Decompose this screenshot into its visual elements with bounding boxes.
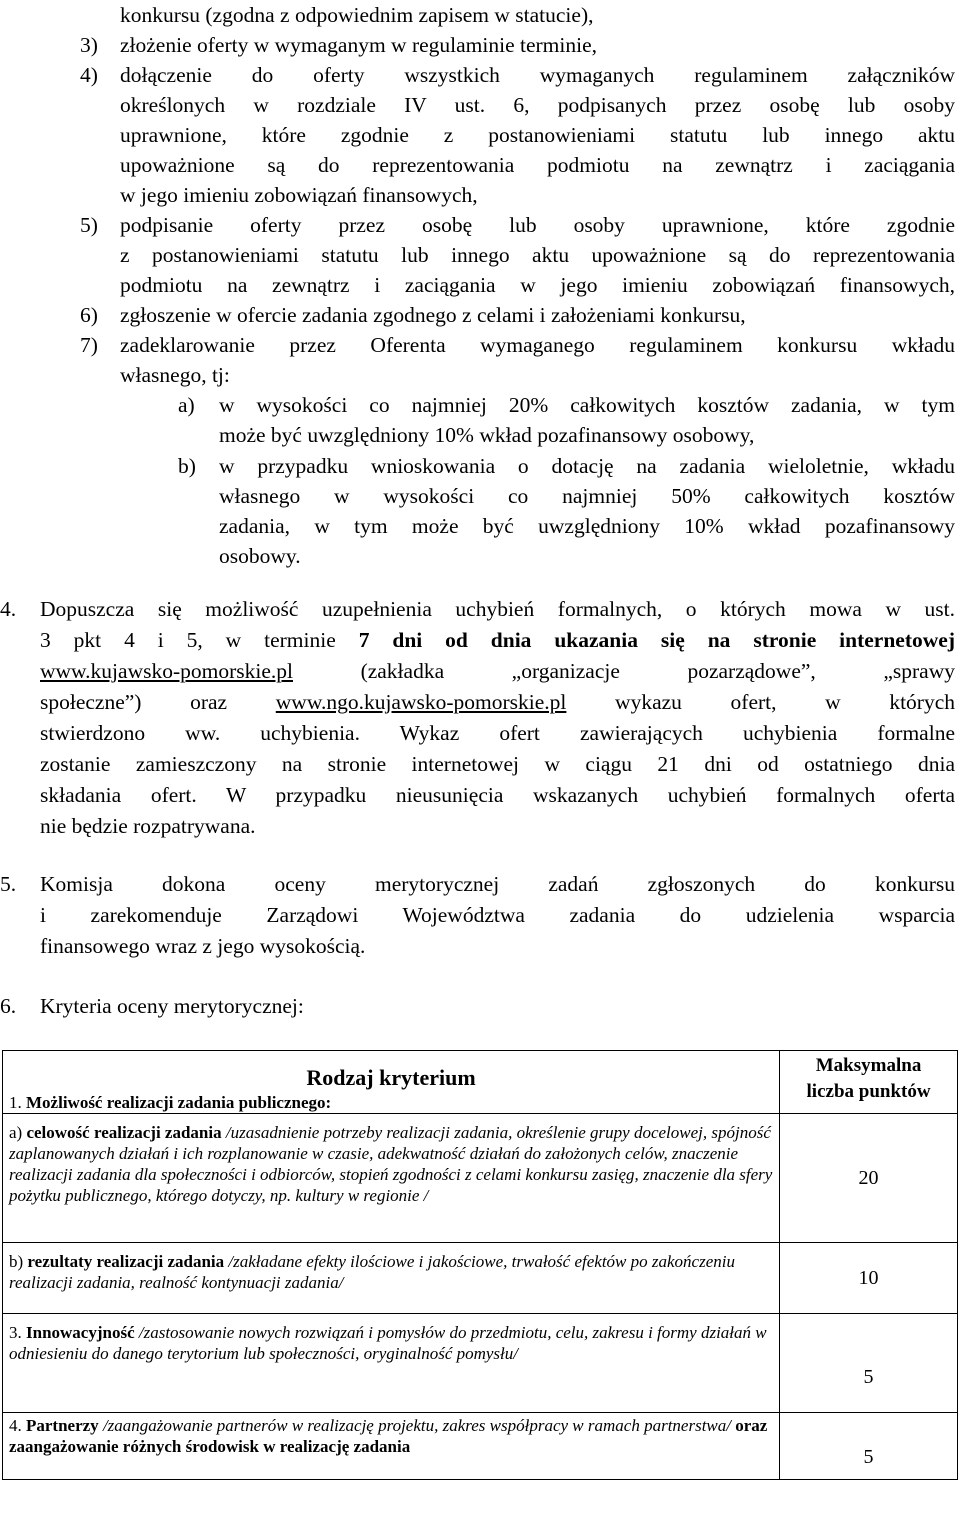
section-6-number: 6. (0, 994, 17, 1018)
list-item-7-line: własnego, tj: (120, 363, 230, 387)
list-item-6 (80, 300, 746, 330)
table-row (3, 1114, 958, 1243)
criterion-number: 3. (9, 1323, 26, 1342)
criterion-name: rezultaty realizacji zadania (27, 1252, 225, 1271)
section-4-line: zostanie zamieszczony na stronie internetowej w ciągu 21 dni od ostatniego dnia (40, 752, 955, 776)
list-item-text: złożenie oferty w wymaganym w regulaminie terminie, (120, 33, 598, 57)
list-item-5 (80, 210, 120, 240)
section-4-line: stwierdzono ww. uchybienia. Wykaz ofert zawierających uchybienia formalne (40, 721, 955, 745)
list-item-5-line: podmiotu na zewnątrz i zaciągania w jego imieniu zobowiązań finansowych, (120, 273, 955, 297)
criterion-description: /zaangażowanie partnerów w realizację projektu, zakres współpracy w ramach partnerstwa/ (98, 1416, 731, 1435)
criterion-cell (3, 1114, 780, 1243)
header-criterion-title: Rodzaj kryterium (306, 1065, 476, 1090)
list-item-5-line: podpisanie oferty przez osobę lub osoby uprawnione, które zgodnie (120, 213, 955, 237)
list-number: 6) (80, 303, 98, 327)
header-criterion-cell (3, 1051, 780, 1114)
header-max-cell (780, 1051, 958, 1114)
criterion-description: /zastosowanie nowych rozwiązań i pomysłów do przedmiotu, celu, zakresu i formy działań w odniesieniu do danego terytorium lub społeczności, oryginalność pomysłu/ (9, 1323, 767, 1363)
sublist-item-b-line: zadania, w tym może być uwzględniony 10% wkład pozafinansowy (219, 514, 955, 538)
section-4-line (40, 625, 955, 655)
list-number: 3) (80, 33, 98, 57)
list-item-4-line: określonych w rozdziale IV ust. 6, podpisanych przez osobę lub osoby (120, 93, 955, 117)
section-6-heading: Kryteria oceny merytorycznej: (40, 994, 304, 1018)
list-number: 4) (80, 63, 98, 87)
criterion-name: Możliwość realizacji zadania publicznego: (26, 1093, 332, 1112)
ngo-website-link[interactable]: www.ngo.kujawsko-pomorskie.pl (275, 690, 567, 714)
section-4-line (40, 656, 955, 686)
sublist-item-b-line: w przypadku wnioskowania o dotację na zadania wieloletnie, wkładu (219, 454, 955, 478)
points-cell: 5 (780, 1413, 958, 1480)
list-number: 5) (80, 213, 98, 237)
sublist-marker-b: b) (178, 454, 196, 478)
section-4-line: składania ofert. W przypadku nieusunięcia wskazanych uchybień formalnych oferta (40, 783, 955, 807)
table-row (3, 1413, 958, 1480)
sublist-marker-a: a) (178, 393, 195, 417)
criterion-number: 4. (9, 1416, 26, 1435)
criterion-cell (3, 1413, 780, 1480)
criteria-table (2, 1050, 958, 1480)
website-link[interactable]: www.kujawsko-pomorskie.pl (40, 659, 293, 683)
sublist-item-b-line: własnego w wysokości co najmniej 50% całkowitych kosztów (219, 484, 955, 508)
criterion-description: /uzasadnienie potrzeby realizacji zadania, określenie grupy docelowej, spójność zaplanowanych działań i ich rozplanowanie w czasie, adekwatność działań do założonych celów, znaczenie realizacji zadania dla społeczności i odbiorców, stopień zgodności z celami konkursu zasięg, znaczenie dla sfery pożytku publicznego, którego dotyczy, np. kultury w regionie / (9, 1123, 773, 1205)
criterion-cell (3, 1314, 780, 1413)
list-item-7 (80, 330, 120, 360)
section-4-text: (zakładka „organizacje pozarządowe”, „sprawy (293, 659, 955, 683)
list-item-5-line: z postanowieniami statutu lub innego aktu upoważnione są do reprezentowania (120, 243, 955, 267)
criterion-name: Innowacyjność (26, 1323, 135, 1342)
criterion-name: celowość realizacji zadania (26, 1123, 222, 1142)
criterion-prefix: a) (9, 1123, 27, 1142)
criterion-description: /zakładane efekty ilościowe i jakościowe, trwałość efektów po zakończeniu realizacji zadania, realność kontynuacji zadania/ (9, 1252, 735, 1292)
section-5-line: Komisja dokona oceny merytorycznej zadań zgłoszonych do konkursu (40, 872, 955, 896)
list-number: 7) (80, 333, 98, 357)
section-4-text: wykazu ofert, w których (566, 690, 955, 714)
list-item-4-line: dołączenie do oferty wszystkich wymaganych regulaminem załączników (120, 63, 955, 87)
section-4-text: 3 pkt 4 i 5, w terminie (40, 628, 359, 652)
list-item-4-line: uprawnione, które zgodnie z postanowieniami statutu lub innego aktu (120, 123, 955, 147)
points-cell: 20 (780, 1114, 958, 1243)
list-item-3 (80, 30, 597, 60)
criterion-number: 1. (9, 1093, 26, 1112)
sublist-item-a-line: w wysokości co najmniej 20% całkowitych kosztów zadania, w tym (219, 393, 955, 417)
list-item-7-line: zadeklarowanie przez Oferenta wymaganego regulaminem konkursu wkładu (120, 333, 955, 357)
points-cell: 5 (780, 1314, 958, 1413)
table-row (3, 1314, 958, 1413)
section-4-text: społeczne”) oraz (40, 690, 276, 714)
criterion-cell (3, 1243, 780, 1314)
sublist-item-a-line: może być uwzględniony 10% wkład pozafinansowy osobowy, (219, 423, 755, 447)
criterion-prefix: b) (9, 1252, 28, 1271)
section-5-number: 5. (0, 872, 17, 896)
section-4-line (40, 687, 955, 717)
section-4-line: Dopuszcza się możliwość uzupełnienia uchybień formalnych, o których mowa w ust. (40, 597, 955, 621)
criterion-name: Partnerzy (26, 1416, 99, 1435)
sublist-item-b-line: osobowy. (219, 544, 301, 568)
list-item-text: zgłoszenie w ofercie zadania zgodnego z celami i założeniami konkursu, (120, 303, 746, 327)
table-row (3, 1243, 958, 1314)
section-4-line: nie będzie rozpatrywana. (40, 814, 256, 838)
list-item-4-line: upoważnione są do reprezentowania podmiotu na zewnątrz i zaciągania (120, 153, 955, 177)
list-item-4 (80, 60, 120, 90)
list-item-4-line: w jego imieniu zobowiązań finansowych, (120, 183, 478, 207)
section-4-number: 4. (0, 597, 17, 621)
table-header-row (3, 1051, 958, 1114)
header-max-line-1: Maksymalna (815, 1055, 922, 1076)
criterion-name-extra: oraz zaangażowanie różnych środowisk w realizację zadania (9, 1416, 768, 1456)
points-cell: 10 (780, 1243, 958, 1314)
section-5-line: i zarekomenduje Zarządowi Województwa zadania do udzielenia wsparcia (40, 903, 955, 927)
section-5-line: finansowego wraz z jego wysokością. (40, 934, 366, 958)
list-continuation-line: konkursu (zgodna z odpowiednim zapisem w statucie), (120, 3, 594, 27)
section-4-emphasis: 7 dni od dnia ukazania się na stronie internetowej (358, 628, 955, 652)
criterion-1-title (3, 1088, 779, 1113)
header-max-line-2: liczba punktów (806, 1081, 931, 1102)
